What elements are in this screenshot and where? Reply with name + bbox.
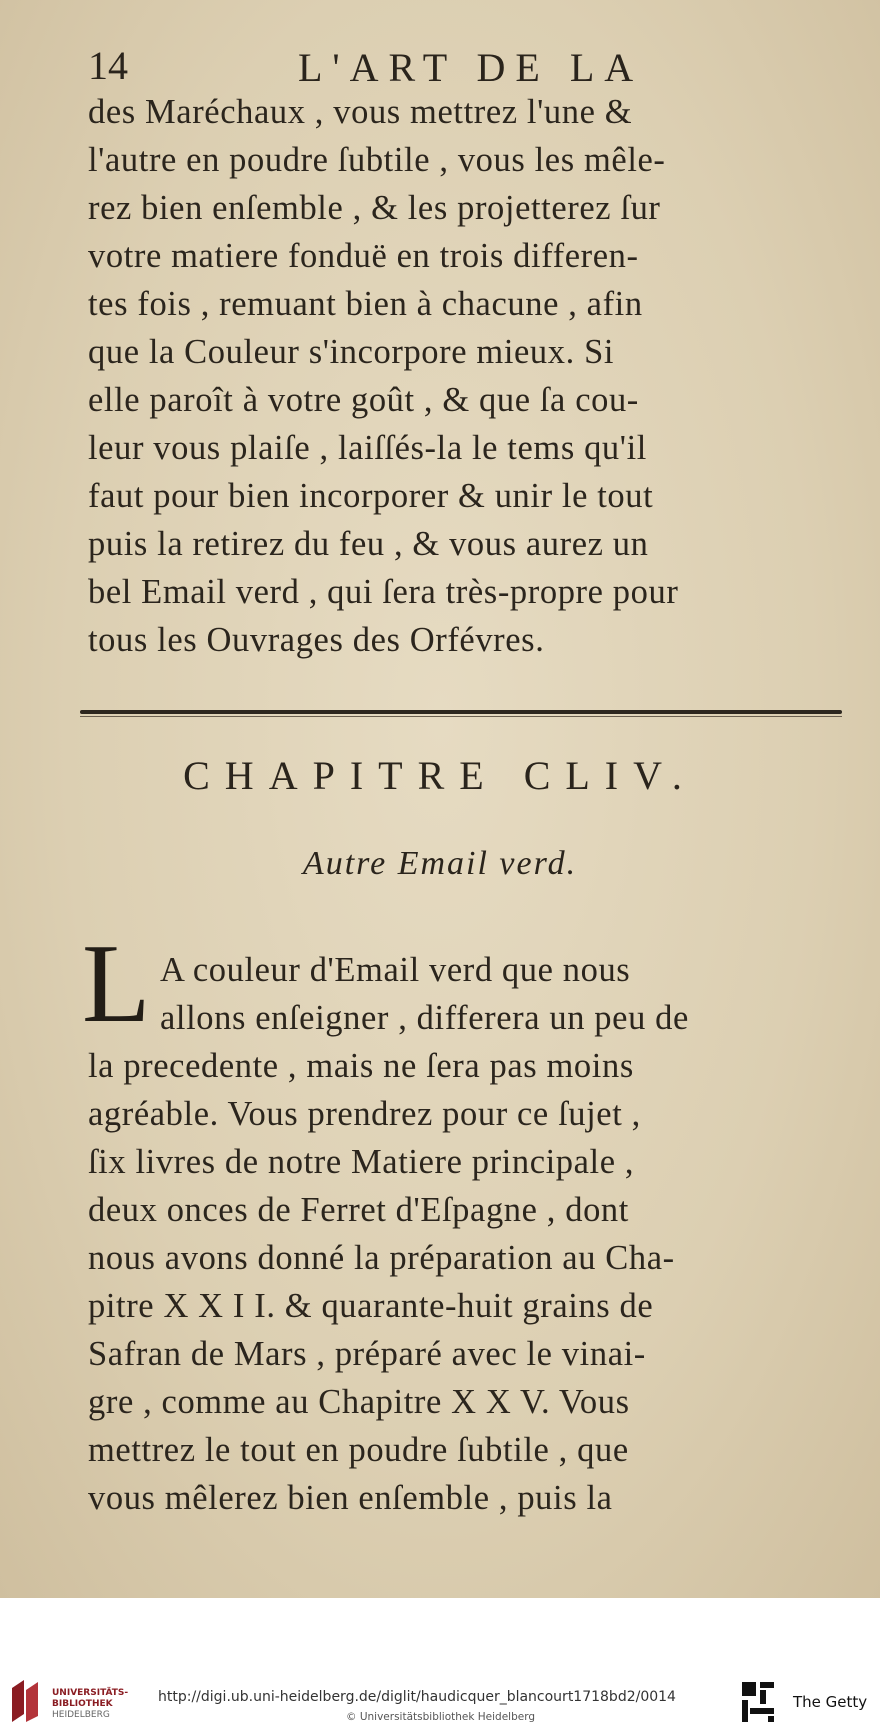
drop-cap: L (82, 922, 151, 1046)
running-head-title: L'ART DE LA (298, 45, 644, 90)
paragraph-continued (88, 88, 838, 664)
paragraph-chapter-text (88, 946, 838, 1522)
text-line: agréable. Vous prendrez pour ce ſujet , (88, 1095, 641, 1133)
text-line: des Maréchaux , vous mettrez l'une & (88, 93, 633, 131)
text-line: que la Couleur s'incorpore mieux. Si (88, 333, 615, 371)
page-number: 14 (88, 43, 128, 88)
text-line: gre , comme au Chapitre X X V. Vous (88, 1383, 630, 1421)
text-line: ſix livres de notre Matiere principale , (88, 1143, 635, 1181)
section-divider (80, 710, 842, 714)
running-head (88, 42, 788, 92)
text-line: faut pour bien incorporer & unir le tout (88, 477, 654, 515)
text-line: Safran de Mars , préparé avec le vinai- (88, 1335, 646, 1373)
text-line: elle paroît à votre goût , & que ſa cou- (88, 381, 639, 419)
text-line: puis la retirez du feu , & vous aurez un (88, 525, 649, 563)
text-line: nous avons donné la préparation au Cha- (88, 1239, 675, 1277)
text-line: leur vous plaiſe , laiſſés-la le tems qu'il (88, 429, 647, 467)
chapter-subtitle: Autre Email verd. (302, 845, 578, 882)
text-line: allons enſeigner , differera un peu de (160, 999, 689, 1037)
text-line: A couleur d'Email verd que nous (160, 951, 631, 989)
text-line: tous les Ouvrages des Orfévres. (88, 621, 545, 659)
text-line: vous mêlerez bien enſemble , puis la (88, 1479, 613, 1517)
text-line: tes fois , remuant bien à chacune , afin (88, 285, 643, 323)
text-line: bel Email verd , qui ſera très-propre pour (88, 573, 679, 611)
library-name: UNIVERSITÄTS- BIBLIOTHEK HEIDELBERG (52, 1688, 129, 1720)
text-line: l'autre en poudre ſubtile , vous les mêle- (88, 141, 666, 179)
text-line: mettrez le tout en poudre ſubtile , que (88, 1431, 629, 1469)
text-line: la precedente , mais ne ſera pas moins (88, 1047, 634, 1085)
text-line: pitre X X I I. & quarante-huit grains de (88, 1287, 654, 1325)
source-url-link[interactable]: http://digi.ub.uni-heidelberg.de/diglit/haudicquer_blancourt1718bd2/0014 (158, 1689, 676, 1705)
library-logo-icon (8, 1678, 44, 1724)
partner-name: The Getty (793, 1693, 868, 1711)
getty-logo-icon (740, 1680, 776, 1724)
text-line: votre matiere fonduë en trois differen- (88, 237, 639, 275)
text-line: rez bien enſemble , & les projetterez ſur (88, 189, 661, 227)
section-divider-thin (80, 716, 842, 717)
digitization-footer (0, 1598, 880, 1733)
chapter-heading: CHAPITRE CLIV. (183, 753, 697, 798)
text-line: deux onces de Ferret d'Eſpagne , dont (88, 1191, 629, 1229)
copyright-notice: © Universitätsbibliothek Heidelberg (346, 1711, 536, 1723)
